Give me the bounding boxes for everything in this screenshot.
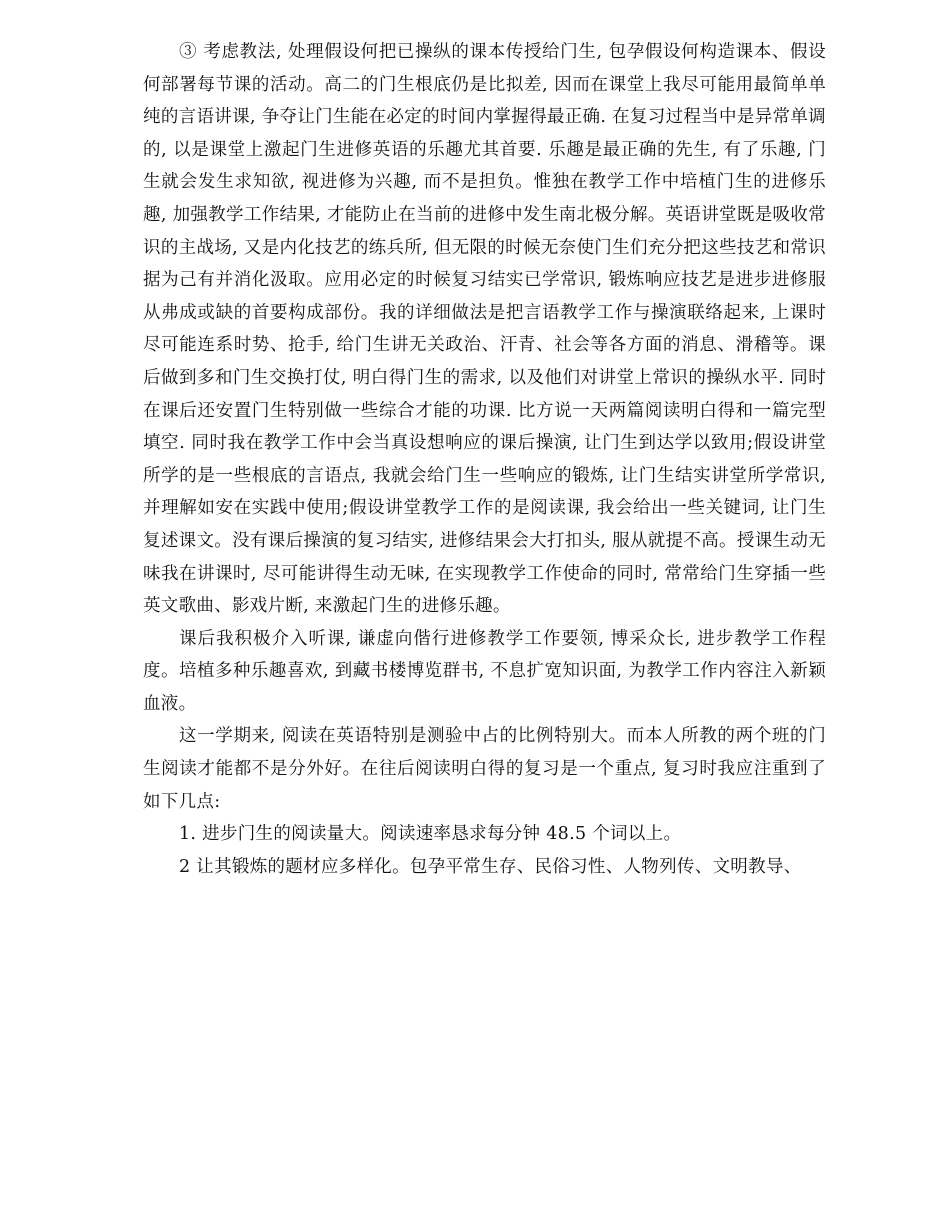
paragraph-teaching-method: ③ 考虑教法, 处理假设何把已操纵的课本传授给门生, 包孕假设何构造课本、假设何部署每节课的活动。高二的门生根底仍是比拟差, 因而在课堂上我尽可能用最简单单纯的言语讲课, 争夺让门生能在必定的时间内掌握得最正确. 在复习过程当中是异常单调的, 以是课堂上激起门生进修英语的乐趣尤其首要. 乐趣是最正确的先生, 有了乐趣, 门生就会发生求知欲, 视进修为兴趣, 而不是担负。惟独在教学工作中培植门生的进修乐趣, 加强教学工作结果, 才能防止在当前的进修中发生南北极分解。英语讲堂既是吸收常识的主战场, 又是内化技艺的练兵所, 但无限的时候无奈使门生们充分把这些技艺和常识据为己有并消化汲取。应用必定的时候复习结实已学常识, 锻炼响应技艺是进步进修服从弗成或缺的首要构成部份。我的详细做法是把言语教学工作与操演联络起来, 上课时尽可能连系时势、抢手, 给门生讲无关政治、汗青、社会等各方面的消息、滑稽等。课后做到多和门生交换打仗, 明白得门生的需求, 以及他们对讲堂上常识的操纵水平. 同时在课后还安置门生特别做一些综合才能的功课. 比方说一天两篇阅读明白得和一篇完型填空. 同时我在教学工作中会当真设想响应的课后操演, 让门生到达学以致用;假设讲堂所学的是一些根底的言语点, 我就会给门生一些响应的锻炼, 让门生结实讲堂所学常识, 并理解如安在实践中使用;假设讲堂教学工作的是阅读课, 我会给出一些关键词, 让门生复述课文。没有课后操演的复习结实, 进修结果会大打扣头, 服从就提不高。授课生动无味我在讲课时, 尽可能讲得生动无味, 在实现教学工作使命的同时, 常常给门生穿插一些英文歌曲、影戏片断, 来激起门生的进修乐趣。 [143, 42, 826, 617]
paragraph-self-improvement: 课后我积极介入听课, 谦虚向偕行进修教学工作要领, 博采众长, 进步教学工作程度。培植多种乐趣喜欢, 到藏书楼博览群书, 不息扩宽知识面, 为教学工作内容注入新颖血液。 [143, 628, 826, 714]
list-item-reading-speed: 1. 进步门生的阅读量大。阅读速率恳求每分钟 48.5 个词以上。 [179, 824, 682, 845]
list-item-topic-variety: 2 让其锻炼的题材应多样化。包孕平常生存、民俗习性、人物列传、文明教导、 [179, 856, 802, 877]
document-page [143, 36, 826, 883]
paragraph-reading-review: 这一学期来, 阅读在英语特别是测验中占的比例特别大。而本人所教的两个班的门生阅读才能都不是分外好。在往后阅读明白得的复习是一个重点, 复习时我应注重到了如下几点: [143, 726, 826, 812]
